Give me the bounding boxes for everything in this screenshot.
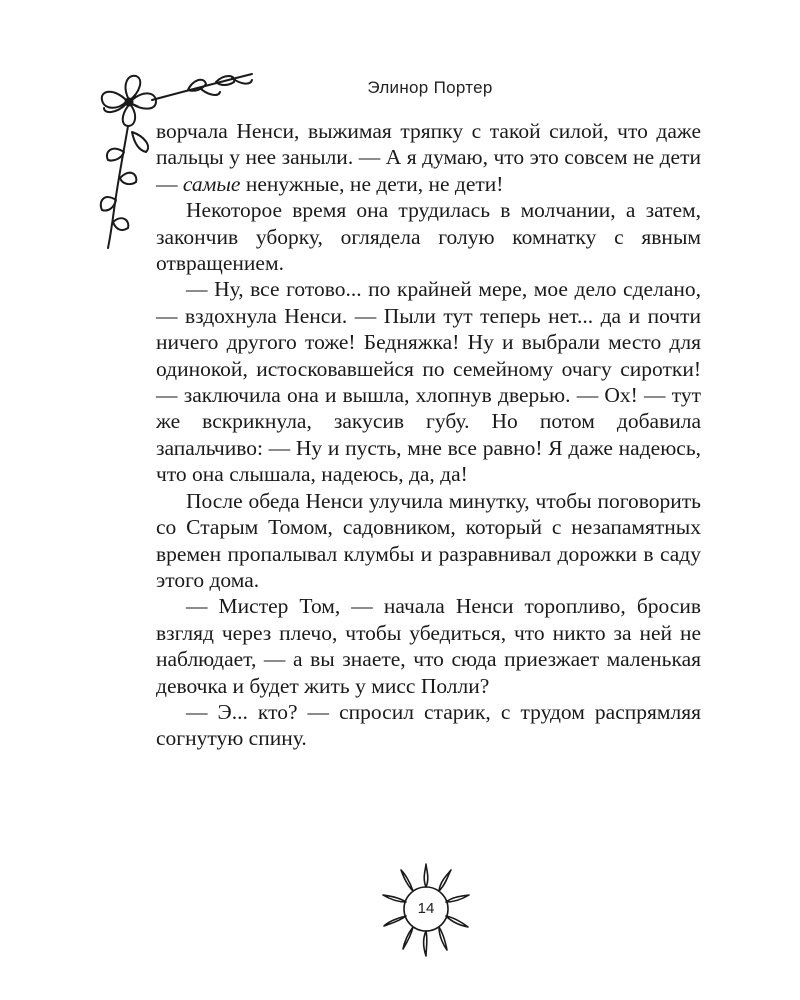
page-number: 14 bbox=[417, 900, 435, 917]
paragraph: — Мистер Том, — начала Ненси торопливо, бросив взгляд через плечо, чтобы убедиться, что никто за ней не наблюдает, — а вы знаете, что сюда приезжает маленькая девочка и будет жить у мисс Полли? bbox=[156, 594, 701, 698]
paragraph: ворчала Ненси, выжимая тряпку с такой силой, что даже пальцы у нее заныли. — А я думаю, что это совсем не дети — самые ненужные, не дети, не дети! bbox=[156, 119, 701, 196]
page-body bbox=[156, 118, 701, 752]
emphasis: самые bbox=[182, 171, 241, 196]
paragraph: — Э... кто? — спросил старик, с трудом распрямляя согнутую спину. bbox=[156, 699, 701, 751]
paragraph: После обеда Ненси улучила минутку, чтобы поговорить со Старым Томом, садовником, который с незапамятных времен пропалывал клумбы и разравнивал дорожки в саду этого дома. bbox=[156, 488, 701, 592]
paragraph: — Ну, все готово... по крайней мере, мое дело сделано, — вздохнула Ненси. — Пыли тут теперь нет... да и почти ничего другого тоже! Бедняжка! Ну и выбрали место для одинокой, истосковавшейся по семейному очагу сиротки! — заключила она и вышла, хлопнув дверью. — Ох! — тут же вскрикнула, закусив губу. Но потом добавила запальчиво: — Ну и пусть, мне все равно! Я даже надеюсь, что она слышала, надеюсь, да, да! bbox=[156, 277, 701, 487]
paragraph: Некоторое время она трудилась в молчании, а затем, закончив уборку, оглядела голую комнатку с явным отвращением. bbox=[156, 198, 701, 276]
running-header: Элинор Портер bbox=[367, 78, 493, 97]
